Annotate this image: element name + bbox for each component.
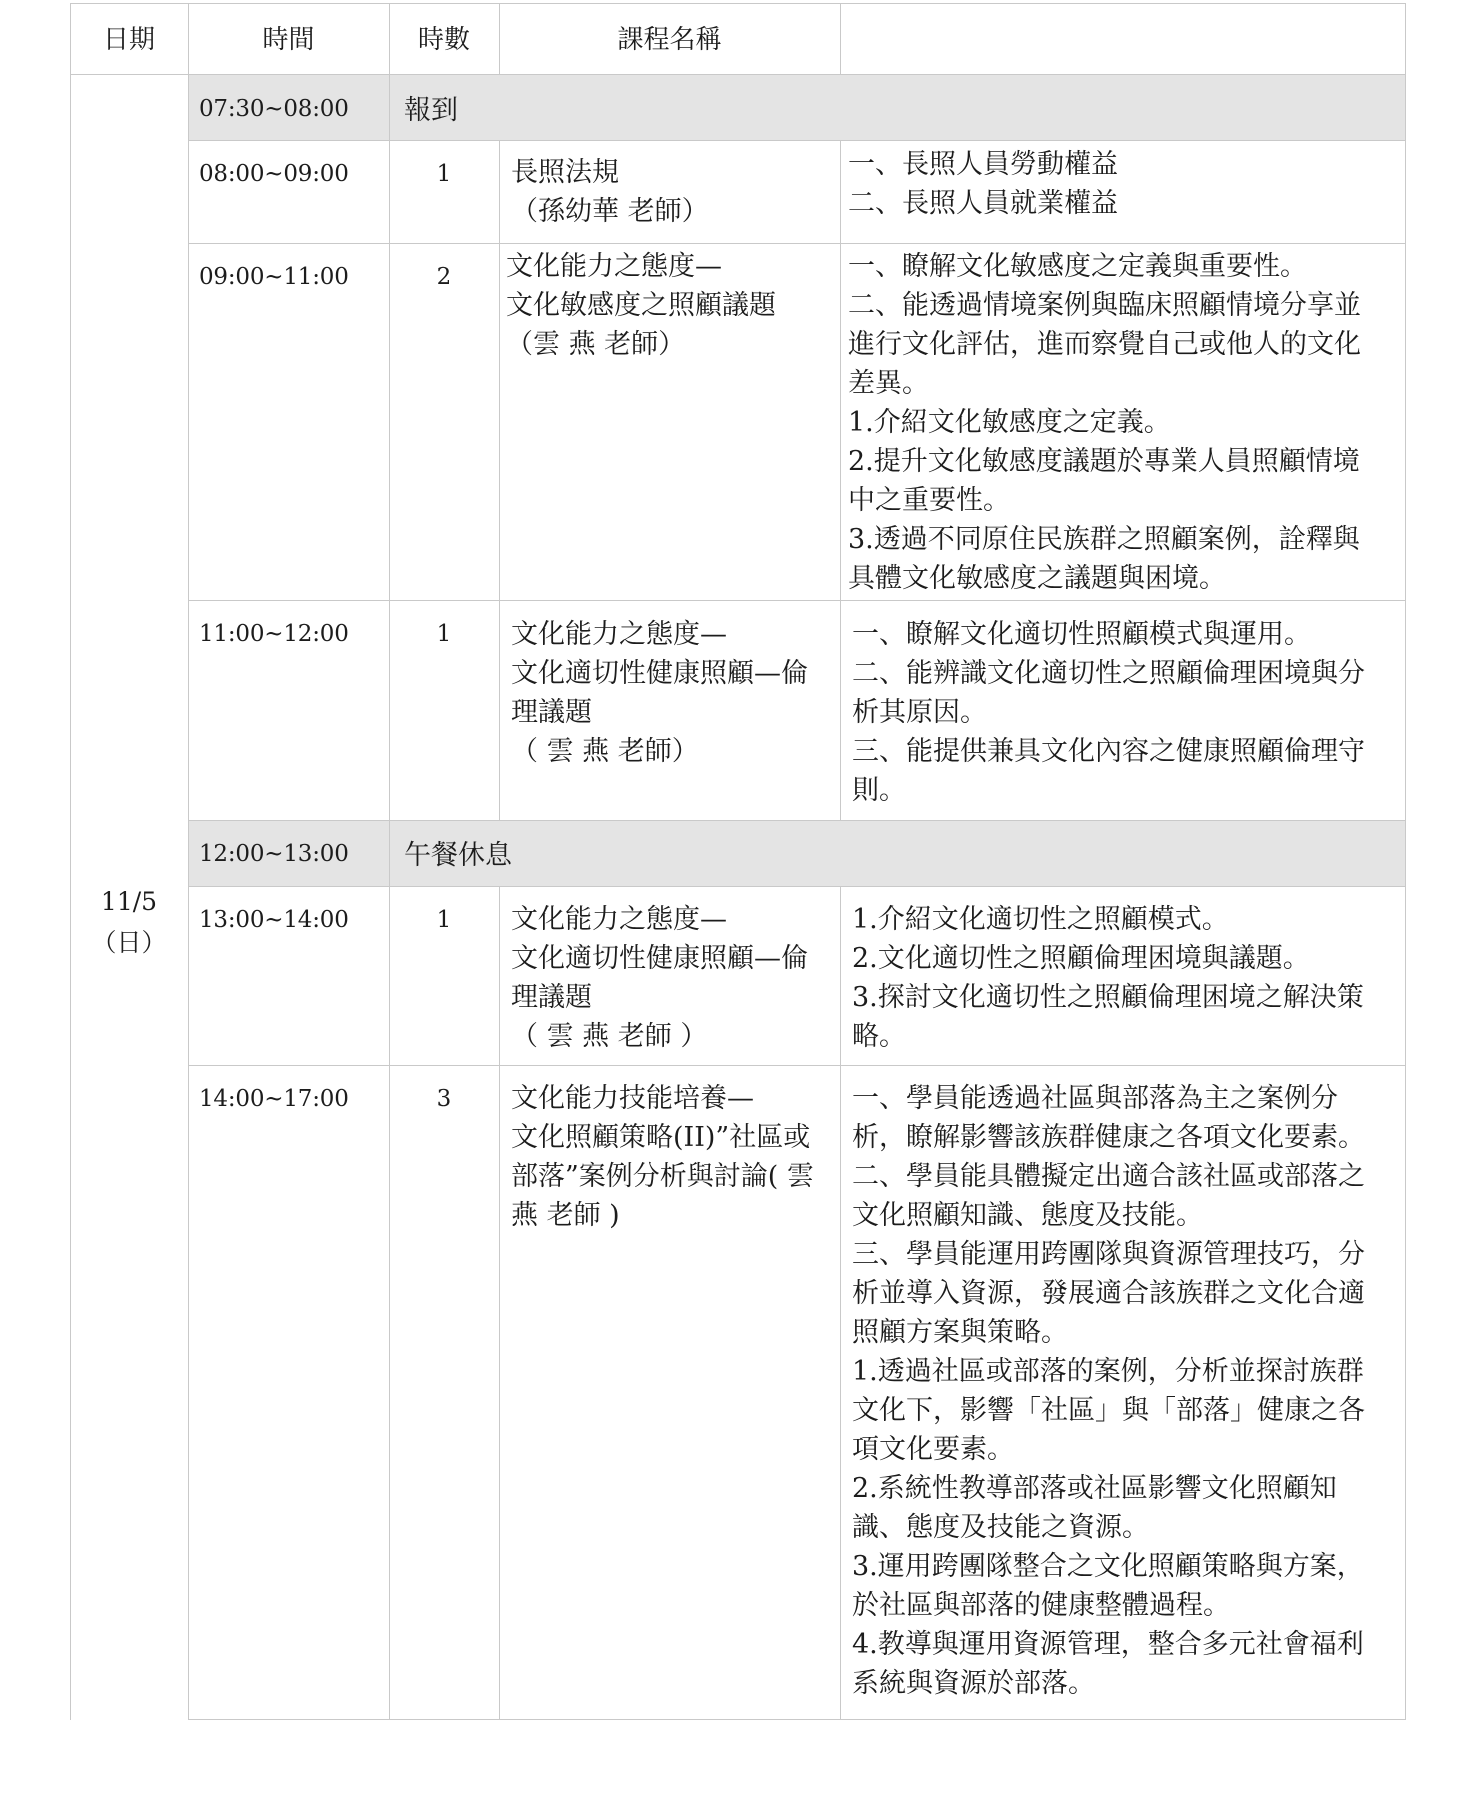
content-line: 3.探討文化適切性之照顧倫理困境之解決策 bbox=[852, 982, 1364, 1013]
header-date: 日期 bbox=[102, 25, 155, 55]
header-course: 課程名稱 bbox=[617, 25, 722, 55]
content-line: 識、態度及技能之資源。 bbox=[852, 1512, 1149, 1543]
date-weekday: （日） bbox=[91, 928, 167, 957]
row-time: 12:00~13:00 bbox=[199, 841, 349, 867]
grid-line bbox=[188, 600, 1406, 601]
content-line: 析其原因。 bbox=[852, 697, 987, 728]
content-line: 具體文化敏感度之議題與困境。 bbox=[848, 563, 1226, 594]
row-course: 文化能力之態度— 文化適切性健康照顧—倫 理議題 （ 雲 燕 老師 ） bbox=[511, 904, 808, 1052]
row-content bbox=[848, 145, 1118, 223]
content-line: 一、長照人員勞動權益 bbox=[848, 149, 1118, 180]
grid-line bbox=[70, 3, 1406, 4]
content-line: 1.介紹文化敏感度之定義。 bbox=[848, 407, 1171, 438]
row-content bbox=[848, 247, 1361, 598]
content-line: 中之重要性。 bbox=[848, 485, 1010, 516]
checkin-row-shade bbox=[188, 75, 1406, 140]
row-hours: 1 bbox=[436, 621, 452, 647]
grid-line bbox=[188, 243, 1406, 244]
content-line: 3.運用跨團隊整合之文化照顧策略與方案， bbox=[852, 1551, 1364, 1582]
grid-line bbox=[840, 886, 841, 1720]
content-line: 二、能辨識文化適切性之照顧倫理困境與分 bbox=[852, 658, 1365, 689]
row-hours: 1 bbox=[436, 161, 452, 187]
row-time: 13:00~14:00 bbox=[199, 907, 349, 933]
row-time: 11:00~12:00 bbox=[199, 621, 349, 647]
row-time: 08:00~09:00 bbox=[199, 161, 349, 187]
content-line: 4.教導與運用資源管理，整合多元社會福利 bbox=[852, 1629, 1364, 1660]
content-line: 析並導入資源，發展適合該族群之文化合適 bbox=[852, 1278, 1365, 1309]
content-line: 1.透過社區或部落的案例，分析並探討族群 bbox=[852, 1356, 1364, 1387]
content-line: 略。 bbox=[852, 1021, 906, 1052]
grid-line bbox=[1405, 3, 1406, 1720]
content-line: 一、瞭解文化敏感度之定義與重要性。 bbox=[848, 251, 1307, 282]
content-line: 3.透過不同原住民族群之照顧案例，詮釋與 bbox=[848, 524, 1360, 555]
row-time: 14:00~17:00 bbox=[199, 1086, 349, 1112]
grid-line bbox=[70, 3, 71, 1720]
course-schedule-table bbox=[70, 3, 1406, 1720]
grid-line bbox=[188, 820, 1406, 821]
content-line: 1.介紹文化適切性之照顧模式。 bbox=[852, 904, 1229, 935]
row-course: 文化能力技能培養— 文化照顧策略(II)”社區或 部落”案例分析與討論( 雲 燕 老師 ) bbox=[511, 1083, 814, 1231]
content-line: 文化照顧知識、態度及技能。 bbox=[852, 1200, 1203, 1231]
content-line: 一、瞭解文化適切性照顧模式與運用。 bbox=[852, 619, 1311, 650]
lunch-row-shade bbox=[188, 820, 1406, 886]
row-content bbox=[852, 900, 1364, 1056]
grid-line bbox=[840, 3, 841, 75]
content-line: 差異。 bbox=[848, 368, 929, 399]
row-course: 文化能力之態度— 文化適切性健康照顧—倫 理議題 （ 雲 燕 老師） bbox=[511, 619, 808, 767]
grid-line bbox=[499, 140, 500, 820]
row-time: 09:00~11:00 bbox=[199, 264, 349, 290]
content-line: 進行文化評估，進而察覺自己或他人的文化 bbox=[848, 329, 1361, 360]
content-line: 於社區與部落的健康整體過程。 bbox=[852, 1590, 1230, 1621]
grid-line bbox=[188, 886, 1406, 887]
row-content bbox=[852, 615, 1365, 810]
grid-line bbox=[188, 1719, 1406, 1720]
content-line: 二、能透過情境案例與臨床照顧情境分享並 bbox=[848, 290, 1361, 321]
row-course: 長照法規 （孫幼華 老師） bbox=[511, 157, 709, 227]
content-line: 三、學員能運用跨團隊與資源管理技巧，分 bbox=[852, 1239, 1365, 1270]
row-time: 07:30~08:00 bbox=[199, 96, 349, 122]
date-cell bbox=[70, 881, 188, 963]
content-line: 項文化要素。 bbox=[852, 1434, 1014, 1465]
grid-line bbox=[188, 140, 1406, 141]
header-hours: 時數 bbox=[417, 25, 470, 55]
content-line: 三、能提供兼具文化內容之健康照顧倫理守 bbox=[852, 736, 1365, 767]
content-line: 二、長照人員就業權益 bbox=[848, 188, 1118, 219]
content-line: 二、學員能具體擬定出適合該社區或部落之 bbox=[852, 1161, 1365, 1192]
content-line: 2.文化適切性之照顧倫理困境與議題。 bbox=[852, 943, 1310, 974]
checkin-label: 報到 bbox=[404, 95, 458, 126]
grid-line bbox=[188, 3, 189, 1720]
content-line: 一、學員能透過社區與部落為主之案例分 bbox=[852, 1083, 1338, 1114]
content-line: 照顧方案與策略。 bbox=[852, 1317, 1068, 1348]
grid-line bbox=[499, 886, 500, 1720]
row-hours: 3 bbox=[436, 1086, 452, 1112]
content-line: 文化下，影響「社區」與「部落」健康之各 bbox=[852, 1395, 1365, 1426]
content-line: 析，瞭解影響該族群健康之各項文化要素。 bbox=[852, 1122, 1365, 1153]
row-content bbox=[852, 1079, 1365, 1703]
row-hours: 1 bbox=[436, 907, 452, 933]
lunch-label: 午餐休息 bbox=[404, 840, 512, 871]
date-day: 11/5 bbox=[100, 887, 158, 916]
content-line: 2.系統性教導部落或社區影響文化照顧知 bbox=[852, 1473, 1337, 1504]
content-line: 系統與資源於部落。 bbox=[852, 1668, 1095, 1699]
grid-line bbox=[840, 140, 841, 820]
content-line: 2.提升文化敏感度議題於專業人員照顧情境 bbox=[848, 446, 1360, 477]
grid-line bbox=[188, 1065, 1406, 1066]
row-course: 文化能力之態度— 文化敏感度之照顧議題 （雲 燕 老師） bbox=[506, 251, 776, 360]
header-time: 時間 bbox=[262, 25, 315, 55]
content-line: 則。 bbox=[852, 775, 906, 806]
row-hours: 2 bbox=[436, 264, 452, 290]
grid-line bbox=[389, 3, 390, 1720]
grid-line bbox=[70, 74, 1406, 75]
